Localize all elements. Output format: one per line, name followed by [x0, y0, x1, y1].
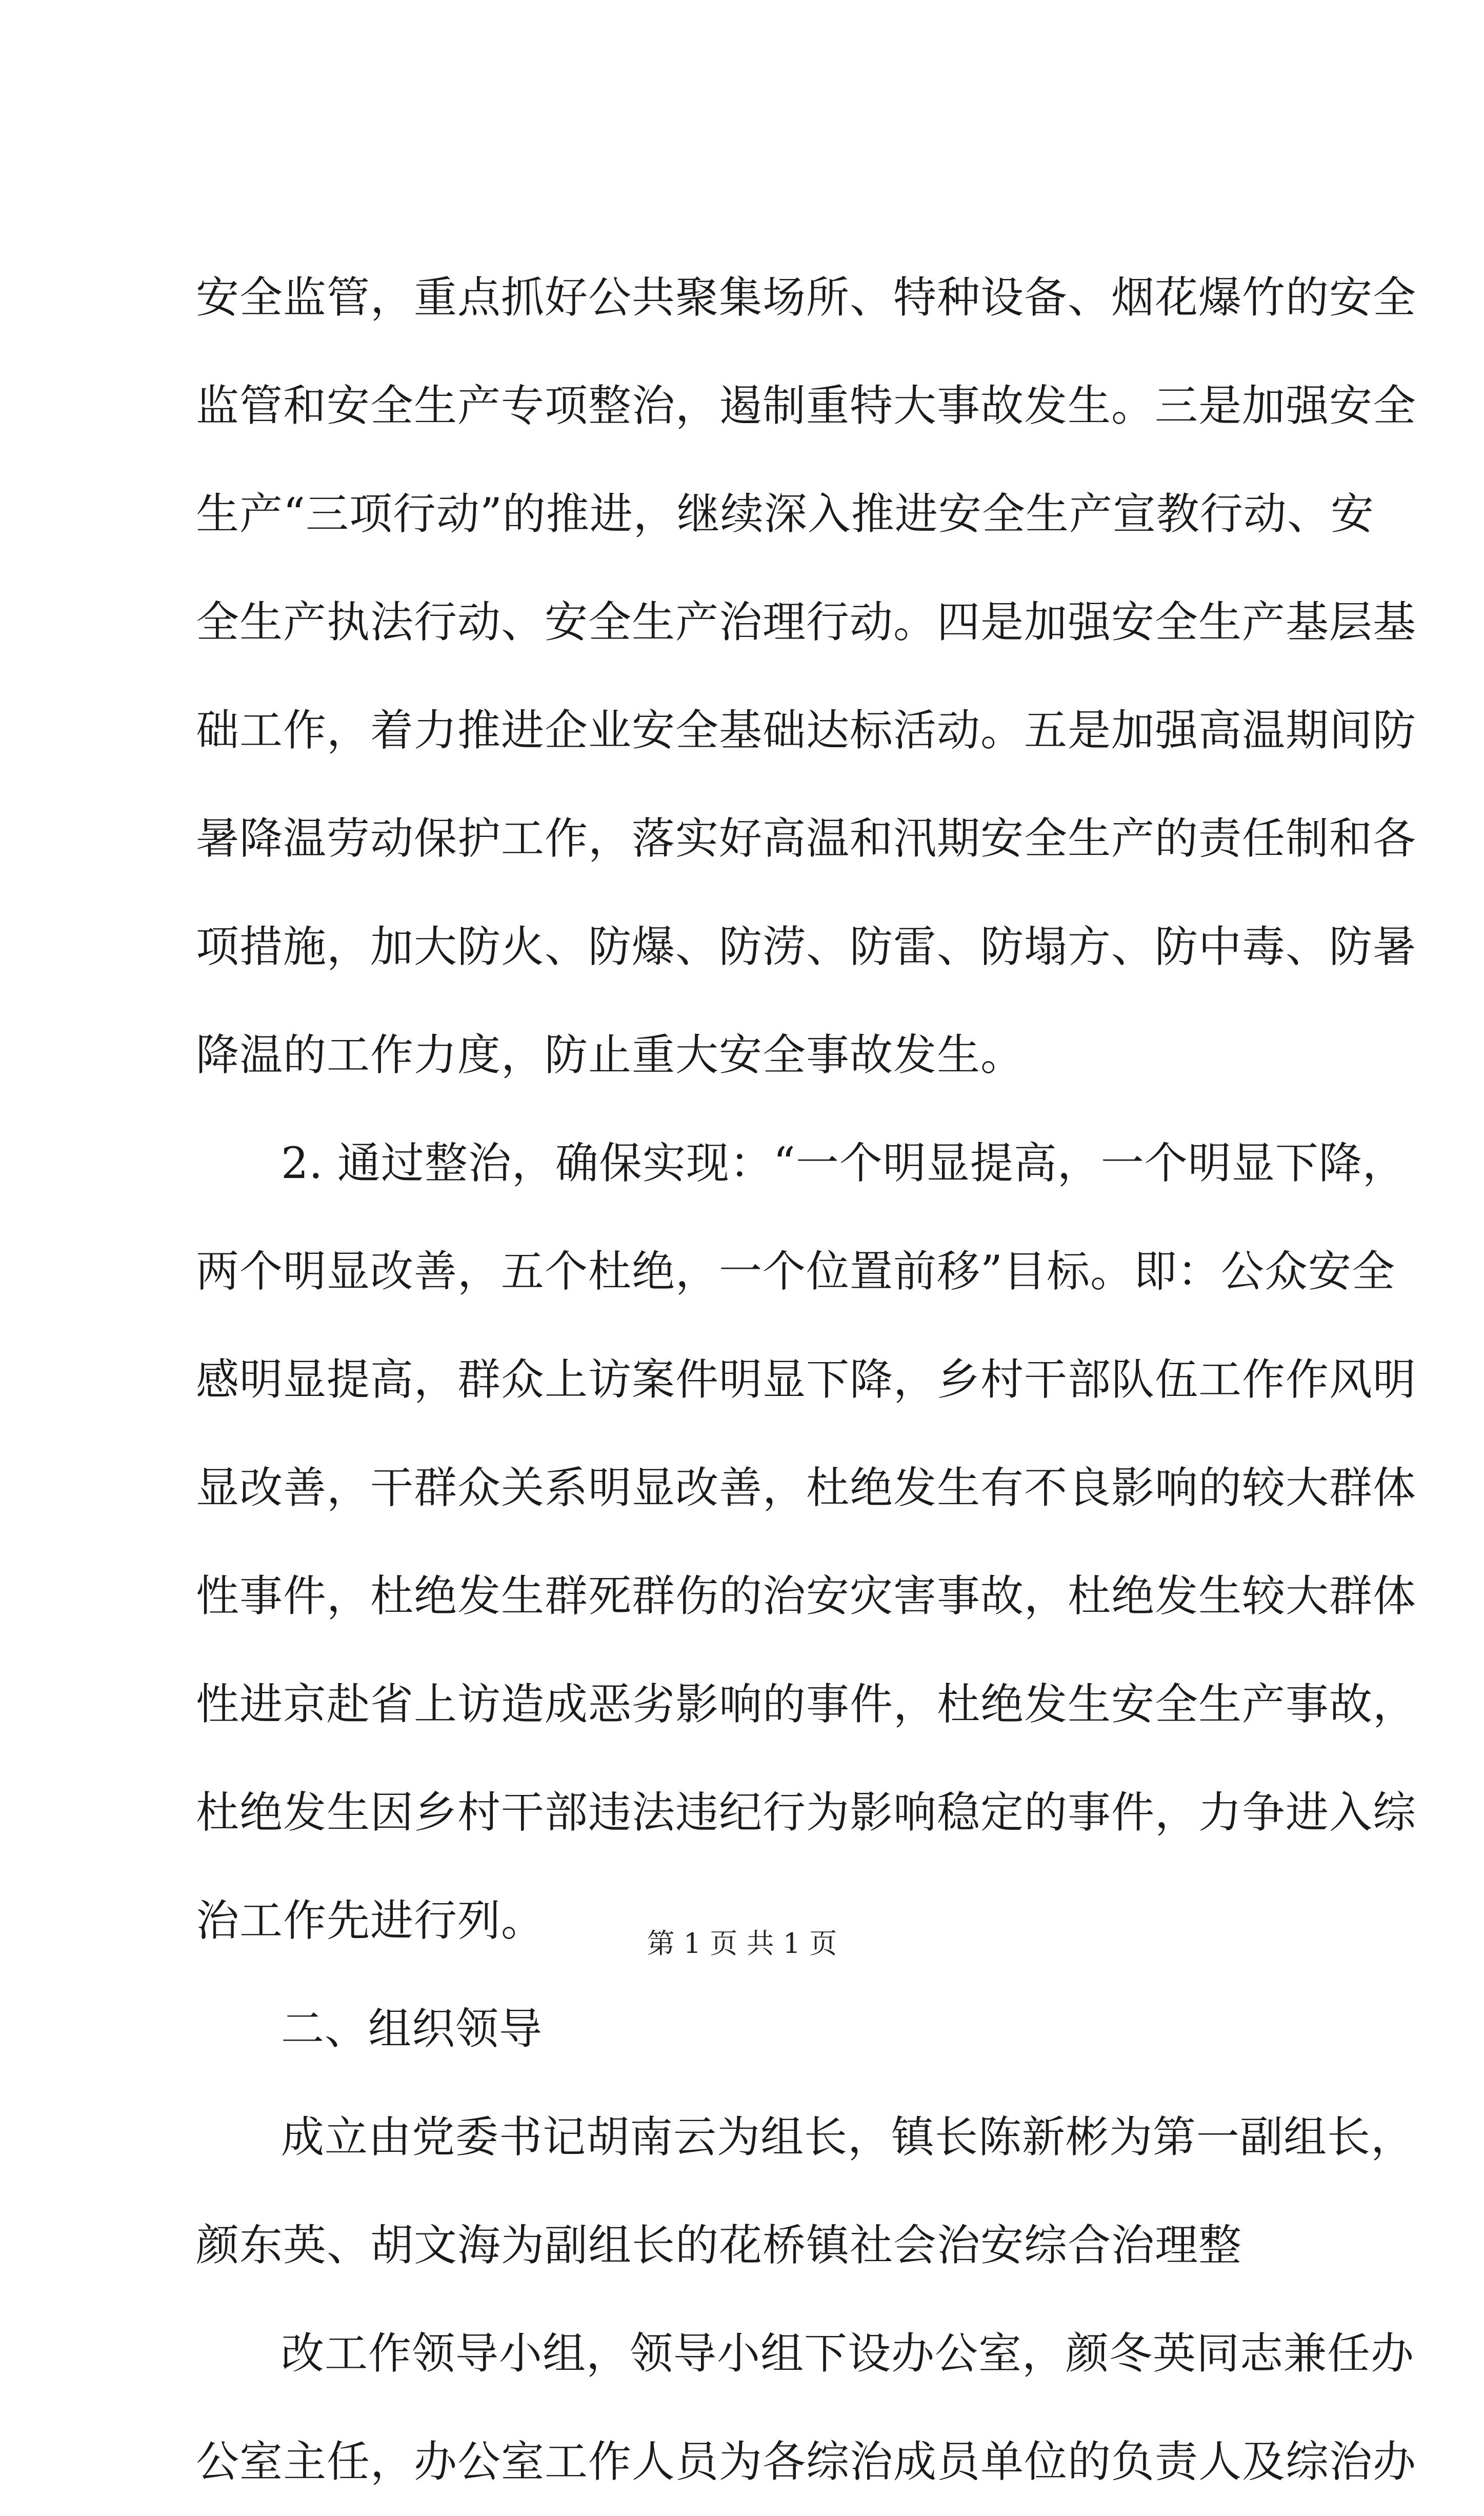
text-line: 降温的工作力度，防止重大安全事故发生。: [196, 1030, 1025, 1080]
text-line: 生产“三项行动”的推进，继续深入推进安全生产宣教行动、安: [196, 489, 1374, 539]
text-line: 颜东英、胡文海为副组长的花桥镇社会治安综合治理整: [196, 2220, 1242, 2270]
text-line: 项措施，加大防火、防爆、防涝、防雷、防塌方、防中毒、防暑: [196, 922, 1417, 972]
text-line: 全生产执法行动、安全生产治理行动。四是加强安全生产基层基: [196, 597, 1417, 647]
text-line: 显改善，干群众关系明显改善，杜绝发生有不良影响的较大群体: [196, 1463, 1417, 1513]
text-line: 性进京赴省上访造成恶劣影响的事件，杜绝发生安全生产事故，: [196, 1679, 1417, 1729]
text-line: 础工作，着力推进企业安全基础达标活动。五是加强高温期间防: [196, 705, 1417, 755]
text-line: 感明显提高，群众上访案件明显下降，乡村干部队伍工作作风明: [196, 1354, 1417, 1405]
paragraph-2-first-line: 2. 通过整治，确保实现：“一个明显提高，一个明显下降，: [281, 1138, 1406, 1188]
text-line: 监管和安全生产专项整治，遏制重特大事故发生。三是加强安全: [196, 381, 1417, 431]
paragraph-first-line: 改工作领导小组，领导小组下设办公室，颜冬英同志兼任办: [281, 2328, 1415, 2379]
text-line: 性事件，杜绝发生群死群伤的治安灾害事故，杜绝发生较大群体: [196, 1571, 1417, 1621]
text-line: 治工作先进行列。: [196, 1895, 545, 1946]
text-line: 杜绝发生因乡村干部违法违纪行为影响稳定的事件，力争进入综: [196, 1787, 1417, 1838]
text-line: 安全监管，重点抓好公共聚集场所、特种设备、烟花爆竹的安全: [196, 272, 1417, 323]
document-body: [196, 244, 1417, 2516]
section-heading: 二、组织领导: [281, 2004, 543, 2054]
page-footer: 第 1 页 共 1 页: [647, 1927, 837, 1960]
paragraph-first-line: 成立由党委书记胡南云为组长，镇长陈新彬为第一副组长，: [281, 2112, 1415, 2162]
text-line: 暑降温劳动保护工作，落实好高温和汛期安全生产的责任制和各: [196, 813, 1417, 864]
text-line: 公室主任，办公室工作人员为各综治成员单位的负责人及综治办: [196, 2437, 1417, 2487]
text-line: 两个明显改善，五个杜绝，一个位置前移”目标。即：公众安全: [196, 1246, 1395, 1296]
